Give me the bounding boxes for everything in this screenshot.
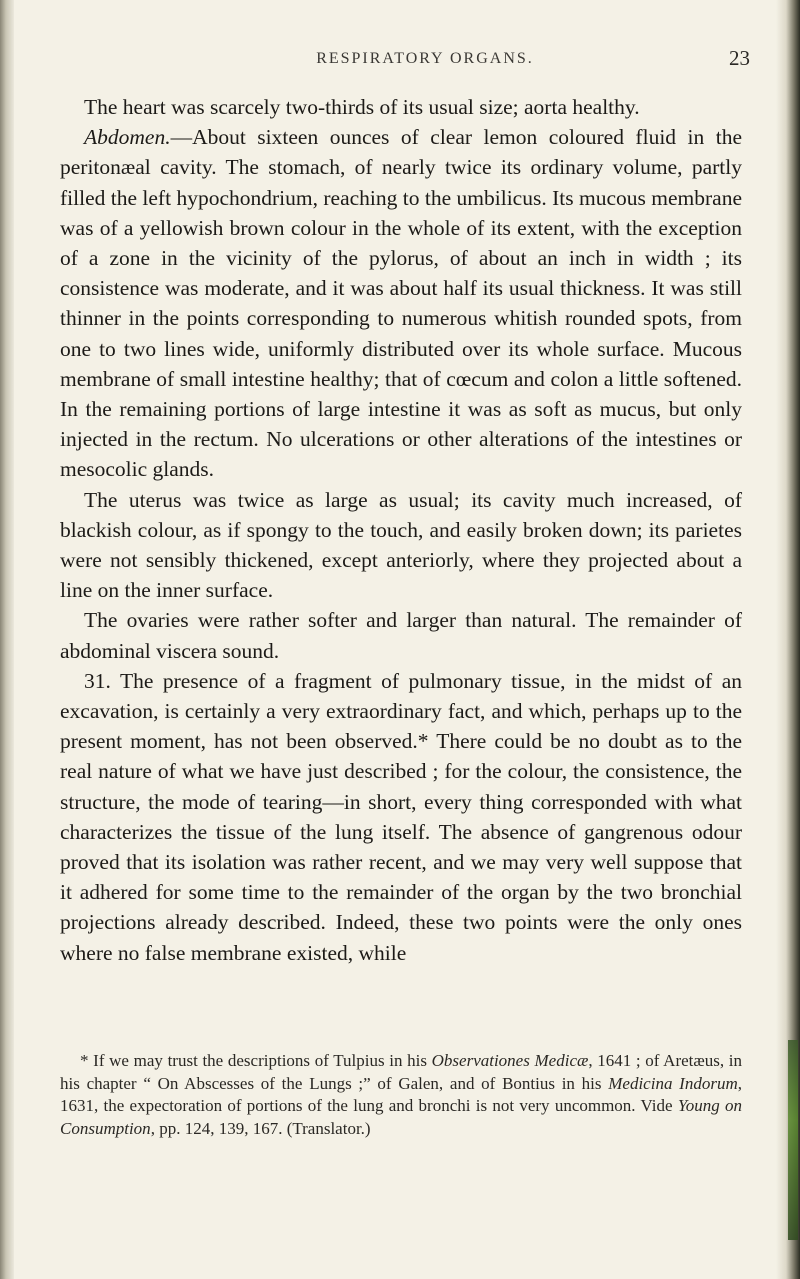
footnote-seg: , pp. 124, 139, 167. (Translator.) xyxy=(150,1118,371,1138)
footnote-text xyxy=(60,1050,742,1140)
page-shadow-left xyxy=(0,0,14,1279)
body-text xyxy=(60,92,742,968)
footnote-seg: , 1641 ; of Aretæus, in his chapter “ On Abscesses of the Lungs ;” of Galen, and of Bontius in his xyxy=(60,1051,742,1093)
page-header xyxy=(100,32,750,72)
paragraph-31: 31. The presence of a fragment of pulmonary tissue, in the midst of an excavation, is certainly a very extraordinary fact, and which, perhaps up to the present moment, has not been observed.* There could be no doubt as to the real nature of what we have just described ; for the colour, the consistence, the structure, the mode of tearing—in short, every thing corresponded with what characterizes the tissue of the lung itself. The absence of gangrenous odour proved that its isolation was rather recent, and we may very well suppose that it adhered for some time to the remainder of the organ by the two bronchial projections already described. Indeed, these two points were the only ones where no false membrane existed, while xyxy=(60,668,742,965)
abdomen-heading: Abdomen. xyxy=(84,125,171,150)
footnote-seg: , 1631, the expectoration of portions of the lung and bronchi is not very uncommon. Vide xyxy=(60,1073,742,1115)
paragraph-abdomen xyxy=(60,122,742,484)
footnote-title-medicina: Medicina Indorum xyxy=(608,1073,738,1093)
paragraph-heart: The heart was scarcely two-thirds of its usual size; aorta healthy. xyxy=(84,95,640,119)
running-head: RESPIRATORY ORGANS. xyxy=(316,50,534,67)
paragraph-uterus: The uterus was twice as large as usual; its cavity much increased, of blackish colour, as if spongy to the touch, and easily broken down; its parietes were not sensibly thickened, except anteriorly, where they projected about a line on the inner surface. xyxy=(60,487,742,603)
abdomen-text: —About sixteen ounces of clear lemon coloured fluid in the peritonæal cavity. The stomach, of nearly twice its ordinary volume, partly filled the left hypochondrium, reaching to the umbilicus. Its mucous membrane was of a yellowish brown colour in the whole of its extent, with the exception of a zone in the vicinity of the pylorus, of about an inch in width ; its consistence was moderate, and it was about half its usual thickness. It was still thinner in the points corresponding to numerous whitish rounded spots, from one to two lines wide, uniformly distributed over its whole surface. Mucous membrane of small intestine healthy; that of cœcum and colon a little softened. In the remaining portions of large intestine it was as soft as mucus, but only injected in the rectum. No ulcerations or other alterations of the intestines or mesocolic glands. xyxy=(60,125,742,482)
footnote xyxy=(60,1050,742,1140)
page-shadow-right xyxy=(776,0,800,1279)
paragraph-ovaries: The ovaries were rather softer and larger than natural. The remainder of abdominal viscera sound. xyxy=(60,608,742,663)
page-number: 23 xyxy=(729,46,750,70)
footnote-title-observationes: Observationes Medicæ xyxy=(431,1051,589,1070)
footnote-seg: * If we may trust the descriptions of Tulpius in his xyxy=(80,1051,432,1070)
footnote-title-young: Young on Consumption xyxy=(60,1096,742,1138)
